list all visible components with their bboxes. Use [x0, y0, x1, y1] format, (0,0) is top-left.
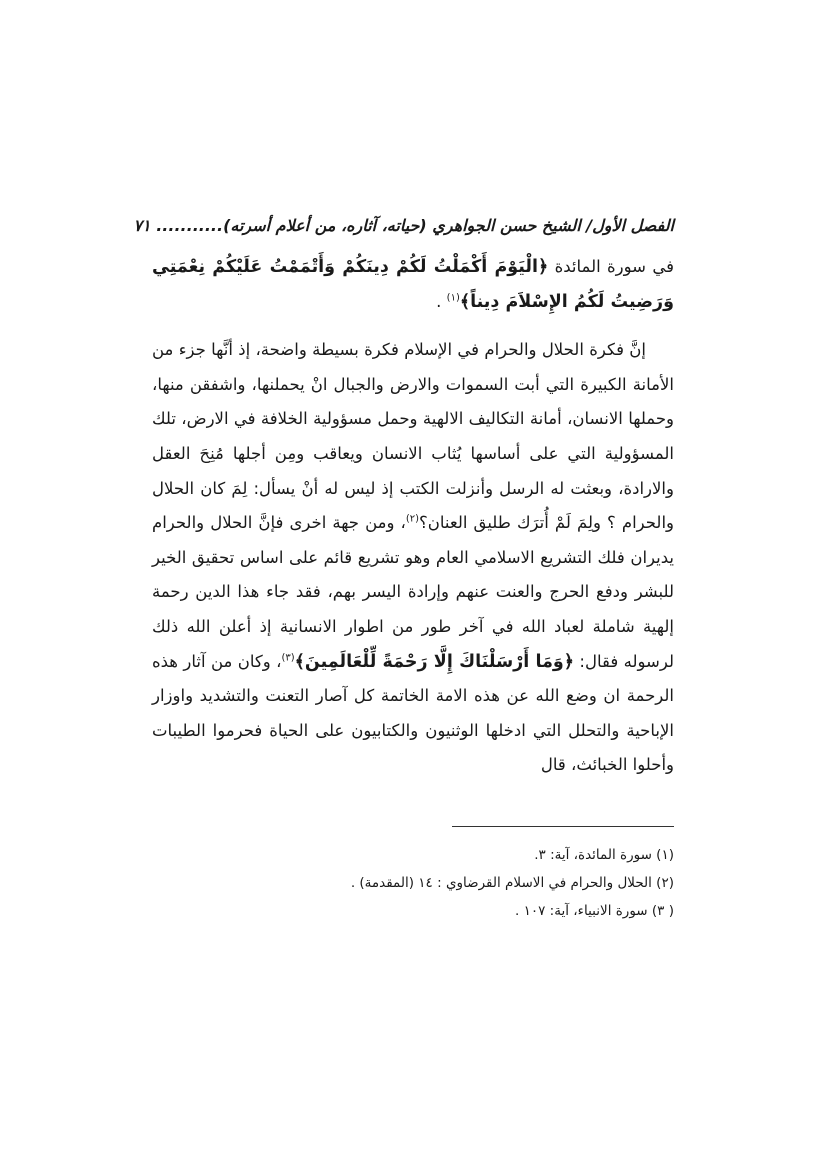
footnotes	[152, 841, 674, 925]
footnote-ref-2: (٢)	[405, 513, 420, 525]
p1-intro: في سورة المائدة	[548, 257, 674, 276]
p2-text-b: ، ومن جهة اخرى فإنَّ الحلال والحرام يديران فلك التشريع الاسلامي العام وهو تشريع قائم على اساس تحقيق الخير للبشر ودفع الحرج والعنت عنهم وإرادة اليسر بهم، فقد جاء هذا الدين رحمة إلهية شاملة لعباد الله في آخر طور من اطوار الانسانية إذ أعلن الله ذلك لرسوله فقال:	[152, 513, 674, 671]
quran-verse-anbiya: ﴿وَمَا أَرْسَلْنَاكَ إِلَّا رَحْمَةً لِّلْعَالَمِينَ﴾	[294, 651, 575, 672]
footnote-ref-3: (٣)	[281, 652, 295, 664]
p2-text-c: ، وكان من آثار هذه الرحمة ان وضع الله عن هذه الامة الخاتمة كل آصار التعنت والتشديد واوزار الإباحية والتحلل التي ادخلها الوثنيون والكتابيون على الحياة فحرموا الطيبات وأحلوا الخبائث، قال	[152, 651, 674, 775]
footnote-divider	[452, 826, 674, 827]
header-page-ref	[133, 214, 223, 238]
footnote-3: ( ٣) سورة الانبياء، آية: ١٠٧ .	[515, 903, 674, 919]
footnote-ref-1: (١)	[446, 292, 460, 304]
running-header	[133, 214, 674, 238]
paragraph-2	[152, 333, 674, 783]
p2-text-a: إنَّ فكرة الحلال والحرام في الإسلام فكرة بسيطة واضحة، إذ أنَّها جزء من الأمانة الكبيرة التي أبت السموات والارض والجبال انْ يحملنها، واشفقن منها، وحملها الانسان، أمانة التكاليف الالهية وحمل مسؤولية الخلافة في الارض، تلك المسؤولية التي على أساسها يُثاب الانسان ويعاقب ومِن أجلها مُنِحَ العقل والارادة، وبعثت له الرسل وأنزلت الكتب إذ ليس له أنْ يسأل: لِمَ كان الحلال والحرام ؟ ولِمَ لَمْ أُترَك طليق العنان؟	[152, 340, 674, 533]
quran-verse-maidah: ﴿الْيَوْمَ أَكْمَلْتُ لَكُمْ دِينَكُمْ وَأَتْمَمْتُ عَلَيْكُمْ نِعْمَتِي وَرَضِيتُ لَكُمُ الإِسْلاَمَ دِيناً﴾	[152, 257, 674, 312]
main-text	[152, 250, 674, 783]
chapter-title: الفصل الأول/ الشيخ حسن الجواهري (حياته، آثاره، من أعلام أسرته)	[223, 216, 674, 235]
page-number: ٧١	[133, 216, 151, 235]
header-dots: ...........	[156, 216, 224, 235]
footnote-2: (٢) الحلال والحرام في الاسلام القرضاوي : ١٤ (المقدمة) .	[350, 875, 674, 891]
p1-end: .	[436, 291, 447, 311]
paragraph-1	[152, 250, 674, 319]
footnote-1: (١) سورة المائدة، آية: ٣.	[534, 847, 674, 863]
